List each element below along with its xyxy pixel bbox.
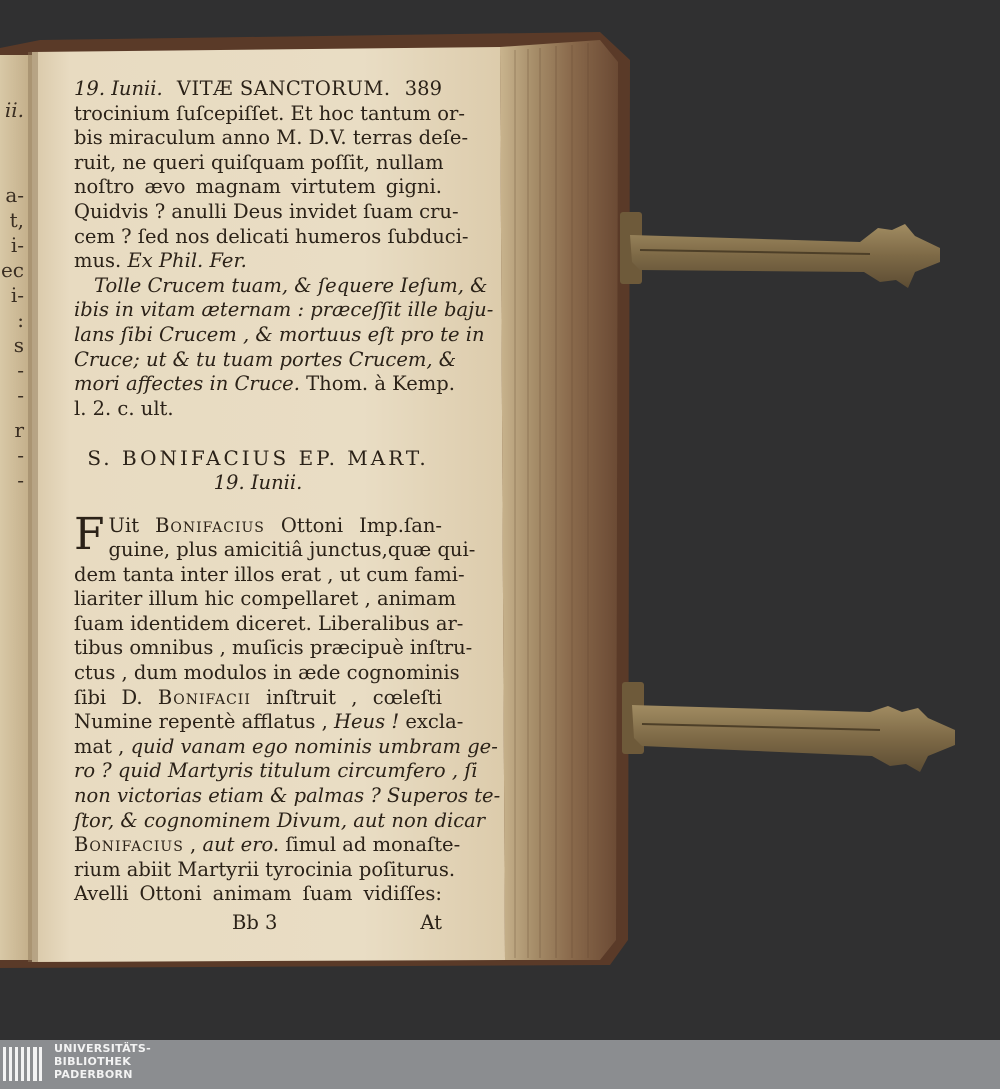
section-title: S. BONIFACIUS EP. MART.	[87, 446, 429, 471]
page-edges	[500, 40, 618, 960]
text-line: Bonifacius , aut ero. ſimul ad monaſte-	[74, 833, 461, 857]
library-name	[54, 1042, 151, 1081]
left-page-fragment: s	[13, 333, 24, 357]
text-line: Uit Bonifacius Ottoni Imp.ſan-	[108, 513, 442, 537]
text-line: guine, plus amicitiâ junctus,quæ qui-	[108, 538, 476, 562]
left-page-fragment: t,	[9, 208, 24, 232]
text-line: liariter illum hic compellaret , animam	[74, 587, 457, 611]
section-date: 19. Iunii.	[213, 470, 303, 494]
text-line: ſuam identidem diceret. Liberalibus ar-	[74, 611, 464, 635]
quote-line: ibis in vitam æternam : præceſſit ille baju-	[74, 298, 494, 322]
text-line: Avelli Ottoni animam ſuam vidiſſes:	[74, 882, 442, 906]
previous-page-margin	[0, 55, 30, 960]
text-line: Quidvis ? anulli Deus invidet ſuam cru-	[74, 199, 459, 223]
text-line: noſtro ævo magnam virtutem gigni.	[74, 175, 442, 199]
left-page-fragment: ii.	[4, 98, 24, 122]
text-line: trocinium ſuſcepiſſet. Et hoc tantum or-	[74, 101, 465, 125]
text-line: mus. Ex Phil. Fer.	[74, 249, 247, 273]
paragraph-bonifacius	[74, 508, 501, 908]
text-line: bis miraculum anno M. D.V. terras deſe-	[74, 126, 469, 150]
bottom-clasp	[622, 682, 955, 772]
running-head-date: 19. Iunii.	[74, 77, 163, 100]
library-name-line: PADERBORN	[54, 1068, 133, 1081]
library-name-line: BIBLIOTHEK	[54, 1055, 132, 1068]
text-line: cem ? ſed nos delicati humeros ſubduci-	[74, 224, 469, 248]
left-page-fragment: i-	[10, 283, 24, 307]
quote-line: Tolle Crucem tuam, & ſequere Ieſum, &	[94, 273, 488, 297]
left-page-fragment: ec	[0, 258, 24, 282]
running-head	[74, 77, 442, 102]
text-line: mat , quid vanam ego nominis umbram ge-	[74, 734, 498, 758]
left-page-fragment: :	[17, 308, 24, 332]
text-line: ſibi D. Bonifacii inſtruit , cœleſti	[74, 685, 442, 709]
page-number: 389	[404, 77, 442, 100]
library-name-line: UNIVERSITÄTS-	[54, 1042, 151, 1055]
quote-line: mori affectes in Cruce. Thom. à Kemp.	[74, 372, 455, 396]
left-page-fragment: -	[17, 443, 24, 467]
text-line: ſtor, & cognominem Divum, aut non dicar	[74, 808, 486, 832]
text-line: rium abiit Martyrii tyrocinia poſiturus.	[74, 857, 456, 881]
text-line: tibus omnibus , muſicis præcipuè inſtru-	[74, 636, 473, 660]
left-page-fragment: i-	[10, 233, 24, 257]
text-line: ro ? quid Martyris titulum circumfero , ſi	[74, 759, 478, 783]
catchword: At	[420, 911, 442, 934]
source-citation: Ex Phil. Fer.	[127, 249, 247, 273]
paragraph-vita-end	[74, 101, 469, 274]
library-logo-icon	[0, 1040, 45, 1089]
left-page-fragment: r	[14, 418, 24, 442]
left-page-fragment: -	[17, 468, 24, 492]
running-head-title: VITÆ SANCTORUM.	[176, 77, 391, 100]
drop-cap: F	[74, 508, 105, 560]
left-page-fragment: -	[17, 358, 24, 382]
top-clasp	[620, 212, 940, 288]
text-line: non victorias etiam & palmas ? Superos te-	[74, 784, 501, 808]
text-line: ruit, ne queri quiſquam poſſit, nullam	[74, 150, 444, 174]
quote-line: Cruce; ut & tu tuam portes Crucem, &	[74, 347, 457, 371]
text-line: Numine repentè afflatus , Heus ! excla-	[74, 710, 464, 734]
quote-line: lans ſibi Crucem , & mortuus eſt pro te in	[74, 322, 485, 346]
text-line: ctus , dum modulos in æde cognominis	[74, 661, 460, 685]
left-page-fragment: -	[17, 383, 24, 407]
page-text-block	[74, 77, 501, 934]
left-page-fragment: a-	[5, 183, 24, 207]
quote-reference: l. 2. c. ult.	[74, 396, 174, 420]
signature-mark: Bb 3	[232, 911, 278, 934]
page-footer	[74, 911, 442, 936]
text-line: dem tanta inter illos erat , ut cum fami-	[74, 562, 465, 586]
quote-paragraph	[74, 273, 494, 422]
